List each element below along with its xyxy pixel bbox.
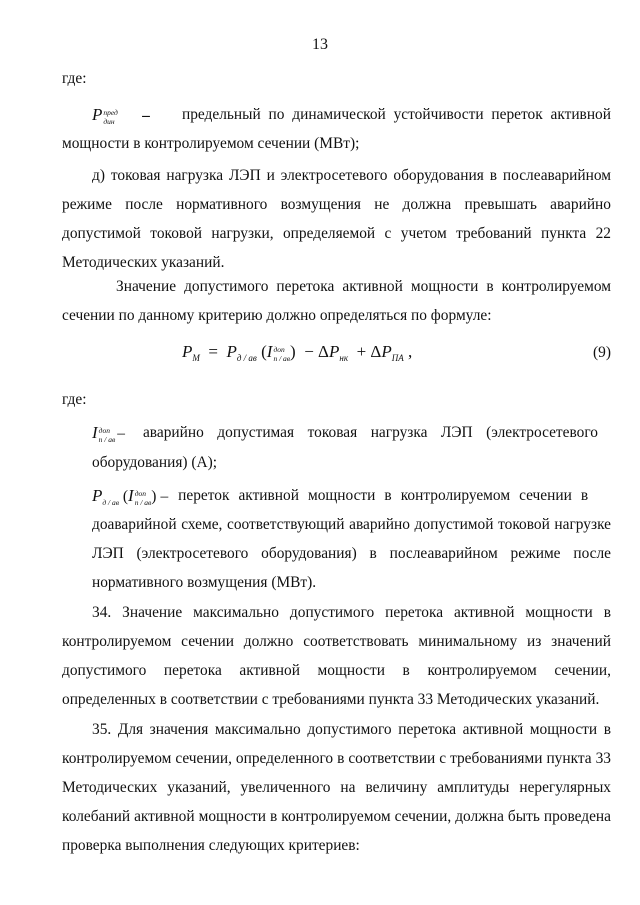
para-value-line-2: сечении по данному критерию должно определяться по формуле: xyxy=(62,307,492,324)
formula-pnk-sub: нк xyxy=(339,353,349,363)
definition-p-dyn xyxy=(92,100,611,131)
para-35-line-1: 35. Для значения максимально допустимого перетока активной мощности в xyxy=(92,721,611,738)
def3-close-paren: ) xyxy=(151,488,157,505)
symbol-sub-din: дин xyxy=(103,117,115,126)
symbol-p: P xyxy=(92,105,103,124)
formula-minus: − xyxy=(304,342,314,361)
def3-i-sup: доп xyxy=(134,489,146,498)
definition-p-dyn-line-1 xyxy=(92,100,611,131)
formula-equals: = xyxy=(208,342,218,361)
definition-p-dav-line-4: нормативного возмущения (МВт). xyxy=(92,574,317,591)
definition-p-dav-line-3: ЛЭП (электросетевого оборудования) в послеаварийном режиме после xyxy=(92,545,611,562)
para-d-line-2: режиме после нормативного возмущения не должна превышать аварийно xyxy=(62,196,611,213)
symbol-p: P xyxy=(92,486,103,505)
where-label-1: где: xyxy=(62,70,87,87)
def3-open-paren: ( xyxy=(122,488,129,505)
symbol-sub-dav: д / ав xyxy=(102,498,120,507)
definition-dash: – xyxy=(142,107,150,124)
definition-i-dop-line-2: оборудования) (А); xyxy=(92,454,218,471)
formula-i-sup: доп xyxy=(273,345,285,354)
para-35-line-4: колебаний активной мощности в контролируемом сечении, должна быть проведена xyxy=(62,808,611,825)
para-d-line-3: допустимой токовой нагрузки, определяемой с учетом требований пункта 22 xyxy=(62,225,611,242)
def3-i-sub: п / ав xyxy=(134,498,152,507)
definition-p-dyn-text: предельный по динамической устойчивости переток активной xyxy=(182,106,611,123)
formula-ppa-sub: ПА xyxy=(391,353,404,363)
where-label-2: где: xyxy=(62,391,87,408)
formula-9 xyxy=(62,342,611,372)
formula-p-sub: д / ав xyxy=(236,353,257,363)
definition-p-dyn-line-2: мощности в контролируемом сечении (МВт); xyxy=(62,135,360,152)
formula-open-paren: ( xyxy=(261,342,267,361)
formula-delta-1: Δ xyxy=(318,342,329,361)
formula-i-sub: п / ав xyxy=(273,354,291,363)
symbol-sup-dop: доп xyxy=(98,426,110,435)
page-number: 13 xyxy=(312,36,328,53)
para-35-line-2: контролируемом сечении, определенного в соответствии с требованиями пункта 33 xyxy=(62,750,611,767)
formula-number: (9) xyxy=(593,344,611,361)
formula-i: I xyxy=(266,342,273,361)
para-34-line-4: определенных в соответствии с требованиями пункта 33 Методических указаний. xyxy=(62,691,600,708)
def3-i: I xyxy=(128,486,134,505)
para-35-line-3: Методических указаний, увеличенного на величину амплитуды нерегулярных xyxy=(62,779,611,796)
symbol-sup-pred: пред xyxy=(103,108,118,117)
formula-ppa: P xyxy=(381,342,392,361)
symbol-i: I xyxy=(92,423,98,442)
para-35-line-5: проверка выполнения следующих критериев: xyxy=(62,837,360,854)
formula-close-paren: ) xyxy=(290,342,296,361)
para-34-line-2: контролируемом сечении должно соответствовать минимальному из значений xyxy=(62,633,611,650)
definition-dash: – xyxy=(117,425,125,442)
para-34-line-3: допустимого перетока активной мощности в контролируемом сечении, xyxy=(62,662,611,679)
formula-pm-sub: M xyxy=(192,353,200,363)
definition-dash: – xyxy=(160,488,169,505)
formula-p: P xyxy=(226,342,237,361)
formula-delta-2: Δ xyxy=(370,342,382,361)
formula-pnk: P xyxy=(328,342,340,361)
para-d-line-4: Методических указаний. xyxy=(62,254,225,271)
formula-plus: + xyxy=(356,342,367,361)
formula-expression xyxy=(182,342,412,363)
definition-i-dop-text: аварийно допустимая токовая нагрузка ЛЭП (электросетевого xyxy=(142,424,598,441)
formula-comma: , xyxy=(407,342,413,361)
definition-i-dop xyxy=(92,418,611,449)
symbol-sub-pav: п / ав xyxy=(98,435,116,444)
formula-pm: P xyxy=(182,342,193,361)
definition-p-dav-text: переток активной мощности в контролируемом сечении в xyxy=(178,487,589,504)
para-value-line-1: Значение допустимого перетока активной мощности в контролируемом xyxy=(116,278,611,295)
definition-p-dav-line-2: доаварийной схеме, соответствующий аварийно допустимой токовой нагрузке xyxy=(92,516,611,533)
para-34-line-1: 34. Значение максимально допустимого перетока активной мощности в xyxy=(92,604,611,621)
para-d-line-1: д) токовая нагрузка ЛЭП и электросетевого оборудования в послеаварийном xyxy=(92,167,611,184)
